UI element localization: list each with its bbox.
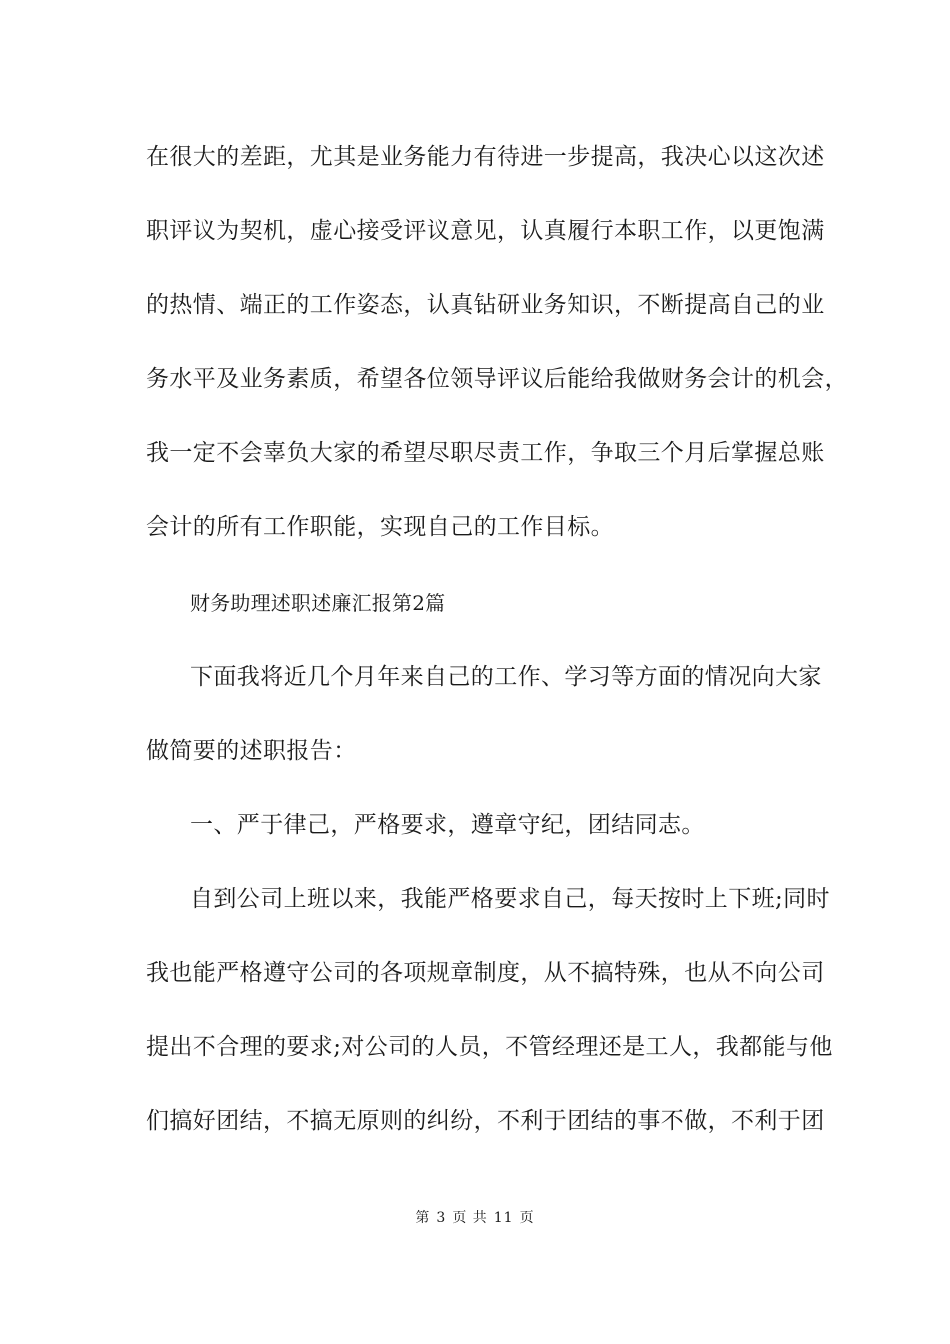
body-text-line: 做简要的述职报告： — [146, 738, 357, 764]
footer-total-pages: 11 — [493, 1210, 514, 1226]
footer-suffix: 页 — [519, 1210, 535, 1226]
body-text-line: 们搞好团结，不搞无原则的纠纷，不利于团结的事不做，不利于团 — [146, 1108, 825, 1134]
paragraph-first-line: 下面我将近几个月年来自己的工作、学习等方面的情况向大家 — [190, 664, 822, 690]
body-text-line: 职评议为契机，虚心接受评议意见，认真履行本职工作，以更饱满 — [146, 218, 825, 244]
footer-prefix: 第 — [415, 1210, 431, 1226]
body-text-line: 我也能严格遵守公司的各项规章制度，从不搞特殊，也从不向公司 — [146, 960, 825, 986]
body-text-line: 务水平及业务素质，希望各位领导评议后能给我做财务会计的机会， — [146, 366, 848, 392]
subsection-heading: 一、严于律己，严格要求，遵章守纪，团结同志。 — [190, 812, 705, 838]
paragraph-first-line: 自到公司上班以来，我能严格要求自己，每天按时上下班;同时 — [190, 886, 830, 912]
body-text-line: 提出不合理的要求;对公司的人员，不管经理还是工人，我都能与他 — [146, 1034, 833, 1060]
page-footer — [0, 1208, 950, 1228]
footer-current-page: 3 — [436, 1210, 447, 1226]
body-text-line: 的热情、端正的工作姿态，认真钻研业务知识，不断提高自己的业 — [146, 292, 825, 318]
section-heading: 财务助理述职述廉汇报第2篇 — [190, 591, 446, 615]
body-text-line: 在很大的差距，尤其是业务能力有待进一步提高，我决心以这次述 — [146, 144, 825, 170]
footer-middle: 页 共 — [452, 1210, 488, 1226]
body-text-line: 我一定不会辜负大家的希望尽职尽责工作，争取三个月后掌握总账 — [146, 440, 825, 466]
body-text-line: 会计的所有工作职能，实现自己的工作目标。 — [146, 514, 614, 540]
